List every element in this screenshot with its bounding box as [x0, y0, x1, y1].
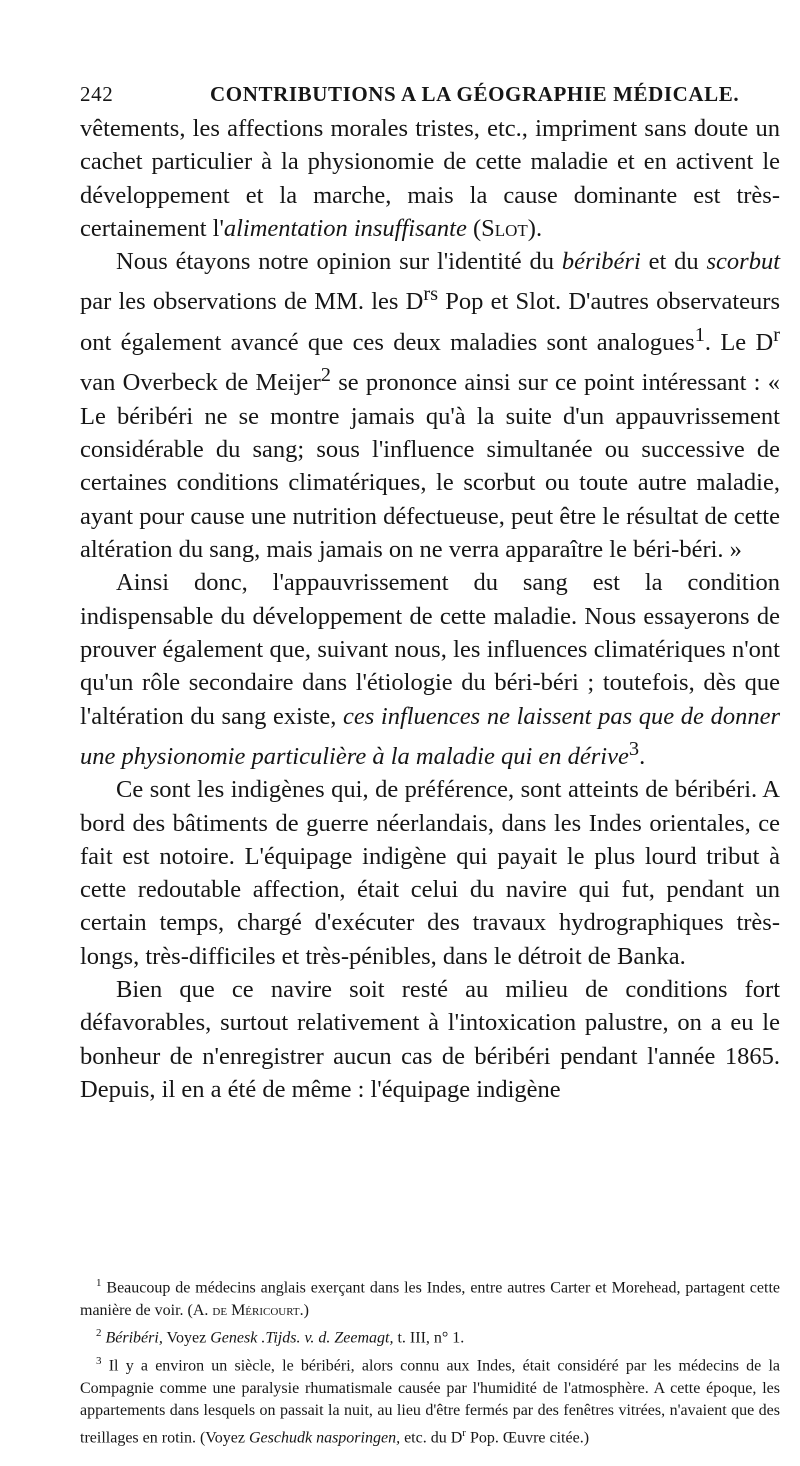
emphasis: ces influences ne laissent pas que de donner une physionomie particulière à la maladie qui en dérive [80, 702, 780, 770]
emphasis: Béribéri, [105, 1329, 163, 1347]
text-run: . [639, 742, 646, 770]
footnote-1 [80, 1272, 780, 1322]
footnote-mark: 1 [96, 1277, 102, 1289]
text-run: van Overbeck de Meijer [80, 369, 321, 397]
text-run: Pop. Œuvre citée.) [465, 1429, 590, 1447]
superscript: r [773, 323, 780, 346]
text-run: Il y a environ un siècle, le béribéri, alors connu aux Indes, était considéré par les médecins de la Compagnie comme une paralysie rhumatismale causée par l'humidité de l'atmosphère. A cette époque, les appartements dans lesquels on passait la nuit, au lieu d'être fermés par des fenêtres vitrées, n'avaient que des treillages en rotin. (Voyez [80, 1357, 780, 1447]
text-run: Beaucoup de médecins anglais exerçant dans les Indes, entre autres Carter et Morehead, partagent cette manière de voir. (A. [80, 1279, 780, 1319]
emphasis: alimentation insuffisante [223, 214, 467, 242]
text-run: ). [527, 214, 543, 242]
paragraph-4: Ce sont les indigènes qui, de préférence, sont atteints de béribéri. A bord des bâtiments de guerre néerlandais, dans les Indes orientales, ce fait est notoire. L'équipage indigène qui payait le plus lourd tribut à cette redoutable affection, était celui du navire qui fut, pendant un certain temps, chargé d'exécuter des travaux hydrographiques très-longs, très-difficiles et très-pénibles, dans le détroit de Banka. [80, 776, 780, 970]
footnote-2 [80, 1322, 780, 1350]
text-run: etc. du D [400, 1429, 463, 1447]
footnote-ref-3: 3 [628, 737, 640, 760]
paragraph-2 [80, 245, 780, 566]
text-run: par les observations de MM. les D [80, 288, 424, 316]
text-run: Nous étayons notre opinion sur l'identité du [116, 248, 562, 276]
emphasis: scorbut [706, 248, 780, 276]
text-run: et du [640, 248, 707, 276]
running-title: CONTRIBUTIONS A LA GÉOGRAPHIE MÉDICALE. [210, 82, 740, 106]
superscript: rs [423, 283, 439, 306]
text-run: ( [466, 214, 482, 242]
body-text [80, 112, 780, 1106]
emphasis: béribéri [561, 248, 641, 276]
paragraph-1 [80, 112, 780, 245]
text-run: se prononce ainsi sur ce point intéressant : « Le béribéri ne se montre jamais qu'à la suite d'un appauvrissement considérable du sang; sous l'influence simultanée ou successive de certaines conditions climatériques, le scorbut ou toute autre maladie, ayant pour cause une nutrition défectueuse, peut être le résultat de cette altération du sang, mais jamais on ne verra apparaître le béri-béri. » [80, 369, 780, 564]
text-run: Pop et Slot. D'autres observateurs ont également avancé que ces deux maladies sont analogues [80, 288, 780, 357]
text-run: vêtements, les affections morales tristes, etc., impriment sans doute un cachet particulier à la physionomie de cette maladie et en activent le développement et la marche, mais la cause dominante est très-certainement l' [80, 115, 780, 242]
footnote-mark: 3 [96, 1354, 102, 1367]
paragraph-5: Bien que ce navire soit resté au milieu de conditions fort défavorables, surtout relativement à l'intoxication palustre, on a eu le bonheur de n'enregistrer aucun cas de béribéri pendant l'année 1865. Depuis, il en a été de même : l'équipage indigène [80, 976, 780, 1103]
author-name: de Méricourt [212, 1301, 300, 1319]
superscript: r [462, 1427, 466, 1440]
text-run: Ainsi donc, l'appauvrissement du sang est la condition indispensable du développement de cette maladie. Nous essayerons de prouver également que, suivant nous, les influences climatériques n'ont qu'un rôle secondaire dans l'étiologie du béri-béri ; toutefois, dès que l'altération du sang existe, [80, 569, 780, 730]
text-run: Voyez [162, 1329, 211, 1347]
page-number: 242 [80, 82, 114, 106]
paragraph-3 [80, 566, 780, 773]
footnote-ref-2: 2 [320, 364, 331, 387]
footnote-mark: 2 [96, 1327, 102, 1340]
text-run: . Le D [704, 329, 774, 357]
author-name: Slot [481, 214, 528, 242]
emphasis: Geschudk nasporingen, [248, 1429, 401, 1447]
text-run: t. III, n° 1. [393, 1329, 465, 1347]
footnotes [80, 1272, 780, 1450]
text-run: .) [299, 1301, 309, 1319]
footnote-3 [80, 1350, 780, 1450]
emphasis: Genesk .Tijds. v. d. Zeemagt, [210, 1329, 394, 1347]
footnote-ref-1: 1 [694, 323, 705, 346]
